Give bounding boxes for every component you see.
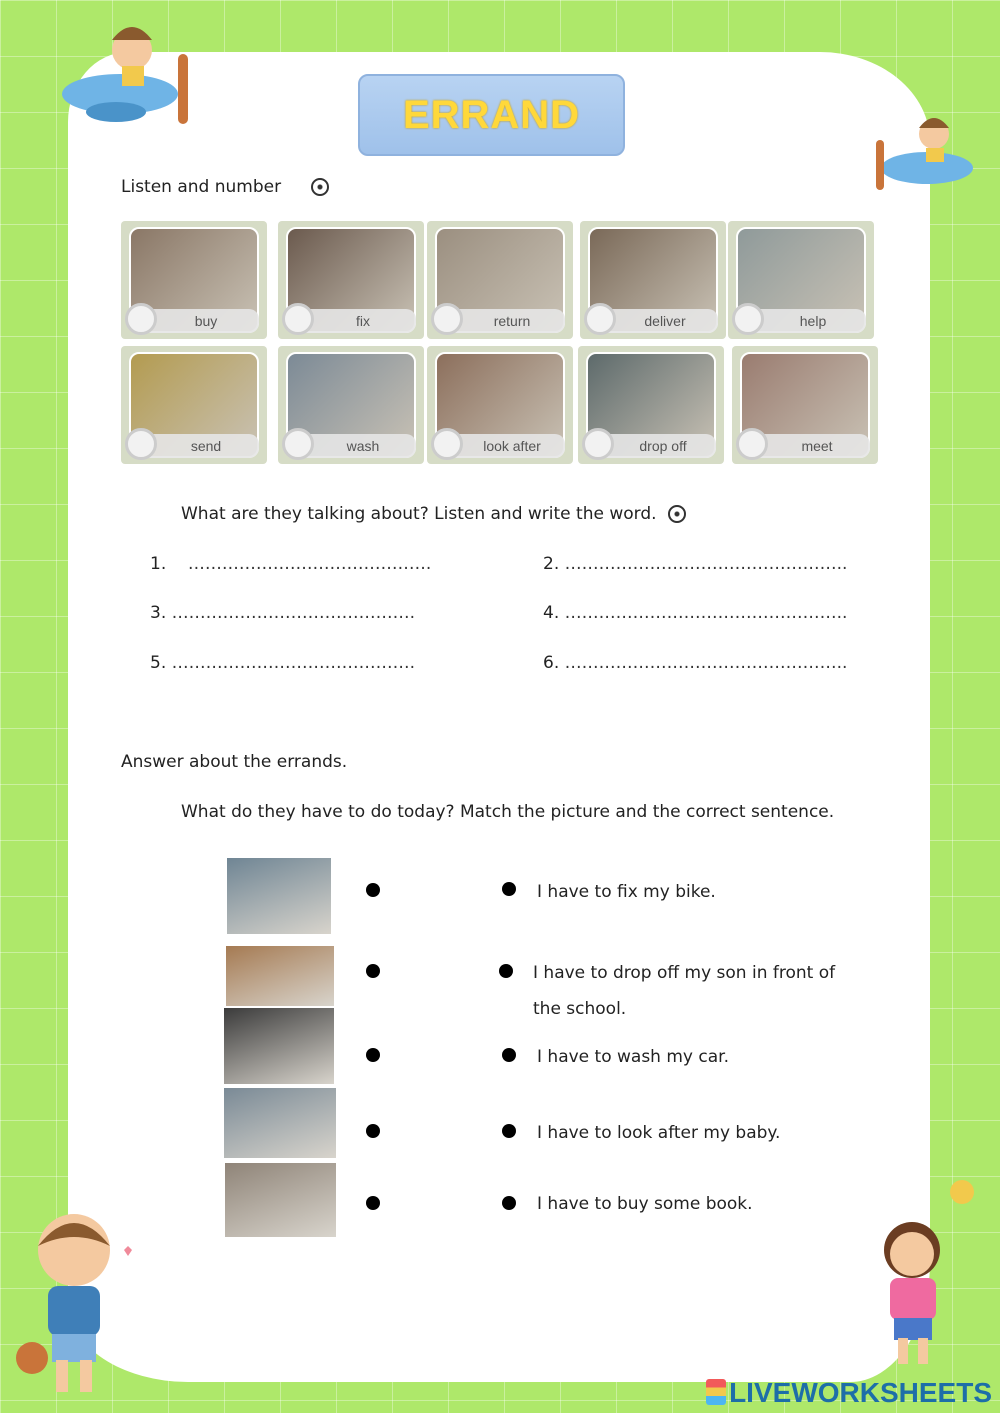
number-input-circle[interactable] bbox=[282, 303, 314, 335]
picture-card bbox=[427, 346, 573, 464]
write-line-2[interactable]: 2. ………………………………………….. bbox=[543, 554, 848, 574]
picture-card bbox=[278, 346, 424, 464]
match-dot-right-3[interactable] bbox=[502, 1048, 516, 1062]
match-sentence-2: I have to drop off my son in front of bbox=[533, 963, 836, 983]
picture-card bbox=[121, 346, 267, 464]
airplane-kid-illustration bbox=[50, 14, 200, 134]
listen-write-instruction bbox=[181, 504, 686, 524]
logo-badge-icon bbox=[706, 1379, 726, 1405]
number-input-circle[interactable] bbox=[431, 428, 463, 460]
picture-card bbox=[278, 221, 424, 339]
number-input-circle[interactable] bbox=[125, 428, 157, 460]
match-dot-right-5[interactable] bbox=[502, 1196, 516, 1210]
airplane-kid-illustration bbox=[872, 108, 982, 203]
match-dot-right-1[interactable] bbox=[502, 882, 516, 896]
match-sentence-3: I have to wash my car. bbox=[537, 1047, 729, 1067]
picture-card bbox=[427, 221, 573, 339]
number-input-circle[interactable] bbox=[282, 428, 314, 460]
listen-number-instruction bbox=[121, 177, 329, 197]
cd-icon[interactable] bbox=[668, 505, 686, 523]
card-label: wash bbox=[284, 434, 416, 458]
card-label: fix bbox=[284, 309, 416, 333]
match-dot-left-5[interactable] bbox=[366, 1196, 380, 1210]
cd-icon[interactable] bbox=[311, 178, 329, 196]
picture-card bbox=[580, 221, 726, 339]
match-picture-school-street bbox=[224, 1088, 336, 1158]
liveworksheets-logo: LIVEWORKSHEETS bbox=[706, 1377, 992, 1409]
picture-card bbox=[578, 346, 724, 464]
instruction-text: What are they talking about? Listen and write the word. bbox=[181, 504, 657, 524]
match-picture-car-wash bbox=[227, 858, 331, 934]
number-input-circle[interactable] bbox=[732, 303, 764, 335]
number-input-circle[interactable] bbox=[582, 428, 614, 460]
page-title: ERRAND bbox=[402, 92, 581, 137]
number-input-circle[interactable] bbox=[736, 428, 768, 460]
match-sentence-2-cont: the school. bbox=[533, 999, 627, 1019]
title-banner bbox=[358, 74, 625, 156]
instruction-text: Listen and number bbox=[121, 177, 282, 197]
number-input-circle[interactable] bbox=[431, 303, 463, 335]
number-input-circle[interactable] bbox=[584, 303, 616, 335]
card-label: meet bbox=[738, 434, 870, 458]
picture-card bbox=[732, 346, 878, 464]
match-sentence-4: I have to look after my baby. bbox=[537, 1123, 781, 1143]
card-label: deliver bbox=[586, 309, 718, 333]
write-line-1[interactable]: 1. ……………………………………. bbox=[150, 554, 432, 574]
match-dot-left-3[interactable] bbox=[366, 1048, 380, 1062]
match-dot-left-1[interactable] bbox=[366, 883, 380, 897]
number-input-circle[interactable] bbox=[125, 303, 157, 335]
card-label: help bbox=[734, 309, 866, 333]
picture-card bbox=[728, 221, 874, 339]
write-line-4[interactable]: 4. ………………………………………….. bbox=[543, 603, 848, 623]
match-picture-bike-repair bbox=[224, 1008, 334, 1084]
write-line-6[interactable]: 6. ………………………………………….. bbox=[543, 653, 848, 673]
write-line-3[interactable]: 3. ……………………………………. bbox=[150, 603, 416, 623]
match-dot-left-4[interactable] bbox=[366, 1124, 380, 1138]
card-label: buy bbox=[127, 309, 259, 333]
match-dot-left-2[interactable] bbox=[366, 964, 380, 978]
section-heading: Answer about the errands. bbox=[121, 752, 348, 772]
girl-illustration bbox=[872, 1170, 982, 1370]
match-sentence-5: I have to buy some book. bbox=[537, 1194, 753, 1214]
picture-card bbox=[121, 221, 267, 339]
match-picture-baby-room bbox=[225, 1163, 336, 1237]
match-sentence-1: I have to fix my bike. bbox=[537, 882, 716, 902]
card-label: drop off bbox=[584, 434, 716, 458]
match-dot-right-2[interactable] bbox=[499, 964, 513, 978]
match-dot-right-4[interactable] bbox=[502, 1124, 516, 1138]
match-instruction: What do they have to do today? Match the picture and the correct sentence. bbox=[181, 802, 835, 822]
card-label: look after bbox=[433, 434, 565, 458]
card-label: return bbox=[433, 309, 565, 333]
boy-illustration bbox=[14, 1200, 154, 1400]
card-label: send bbox=[127, 434, 259, 458]
match-picture-bookstore bbox=[226, 946, 334, 1006]
write-line-5[interactable]: 5. ……………………………………. bbox=[150, 653, 416, 673]
